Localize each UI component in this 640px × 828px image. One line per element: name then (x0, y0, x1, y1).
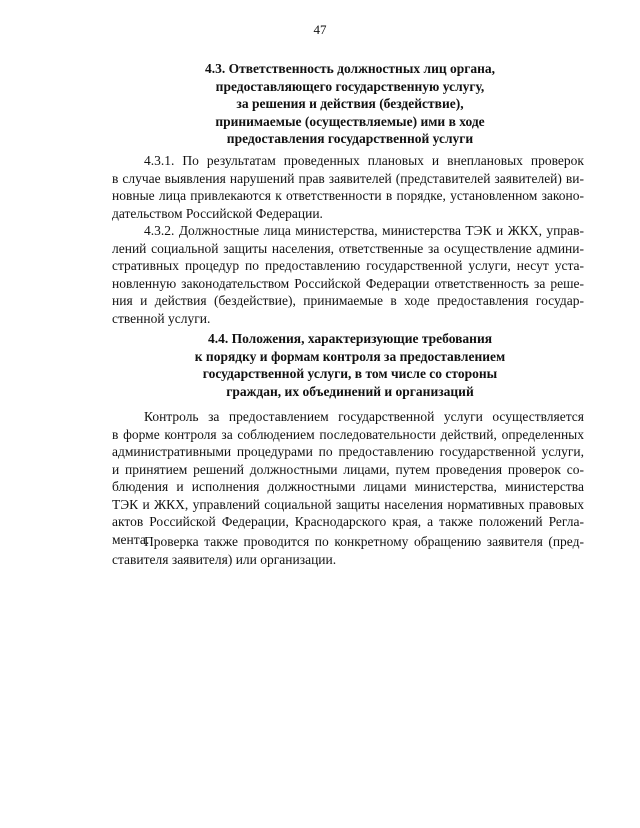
text-line: дательством Российской Федерации. (112, 205, 323, 221)
paragraph-4-3-2 (112, 222, 584, 327)
text-line: ния и действия (бездействие), принимаемые в ходе предоставления государ- (112, 293, 584, 308)
paragraph-4-3-1 (112, 152, 584, 222)
text-line: блюдения и исполнения должностными лицами министерства, министерства (112, 479, 584, 494)
text-line: новленную законодательством Российской Федерации ответственность за реше- (112, 275, 584, 291)
heading-line: к порядку и формам контроля за предоставлением (194, 348, 506, 364)
text-line: актов Российской Федерации, Краснодарского края, а также положений Регла- (112, 514, 584, 529)
text-line: Контроль за предоставлением государственной услуги осуществляется (144, 409, 584, 424)
text-line: в случае выявления нарушений прав заявителей (представителей заявителей) ви- (112, 170, 584, 186)
heading-line: предоставления государственной услуги (226, 131, 474, 146)
text-line: мента. (112, 531, 150, 547)
section-4-4-heading (130, 330, 570, 400)
text-line: административными процедурами по предоставлению государственной услуги, (112, 444, 584, 459)
text-line: новные лица привлекаются к ответственности в порядке, установленном законо- (112, 188, 584, 203)
paragraph-4-4-2 (112, 533, 584, 568)
heading-line: предоставляющего государственную услугу, (215, 78, 485, 94)
heading-line: принимаемые (осуществляемые) ими в ходе (215, 113, 485, 129)
text-line: 4.3.2. Должностные лица министерства, министерства ТЭК и ЖКХ, управ- (144, 223, 584, 238)
page-number: 47 (313, 22, 327, 37)
text-line: стративных процедур по предоставлению государственной услуги, несут уста- (112, 258, 584, 273)
text-line: ТЭК и ЖКХ, управлений социальной защиты населения нормативных правовых (112, 496, 584, 512)
heading-line: 4.3. Ответственность должностных лиц органа, (204, 61, 496, 76)
heading-line: за решения и действия (бездействие), (236, 96, 464, 111)
text-line: и принятием решений должностными лицами, путем проведения проверок со- (112, 461, 584, 477)
text-line: ственной услуги. (112, 310, 211, 326)
heading-line: граждан, их объединений и организаций (226, 383, 474, 399)
text-line: в форме контроля за соблюдением последовательности действий, определенных (112, 426, 584, 442)
paragraph-4-4-1 (112, 408, 584, 548)
text-line: лений социальной защиты населения, ответственные за осуществление админи- (112, 240, 584, 256)
heading-line: государственной услуги, в том числе со стороны (202, 366, 498, 381)
heading-line: 4.4. Положения, характеризующие требования (207, 331, 493, 346)
text-line: 4.3.1. По результатам проведенных плановых и внеплановых проверок (144, 153, 584, 168)
text-line: Проверка также проводится по конкретному обращению заявителя (пред- (144, 534, 584, 549)
text-line: ставителя заявителя) или организации. (112, 551, 337, 567)
section-4-3-heading (130, 60, 570, 148)
